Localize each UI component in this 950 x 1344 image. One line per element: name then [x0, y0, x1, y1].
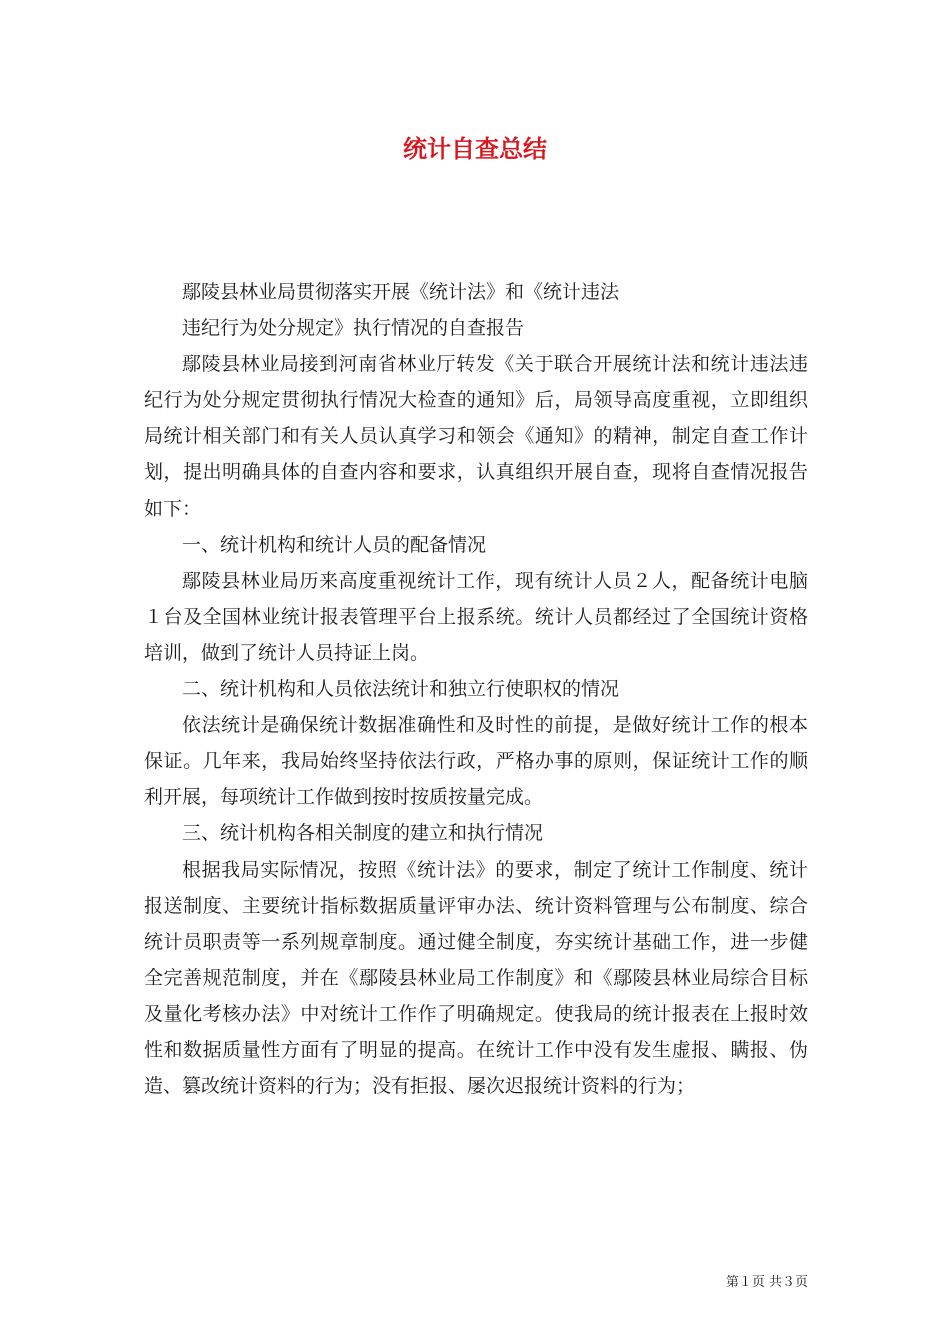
paragraph-heading-line-2: 违纪行为处分规定》执行情况的自查报告	[182, 317, 525, 340]
section-heading-2: 二、统计机构和人员依法统计和独立行使职权的情况	[182, 678, 620, 701]
section-heading-1: 一、统计机构和统计人员的配备情况	[182, 533, 487, 556]
paragraph-section-1: 鄢陵县林业局历来高度重视统计工作，现有统计人员２人，配备统计电脑１台及全国林业统计报表管理平台上报系统。统计人员都经过了全国统计资格培训，做到了统计人员持证上岗。	[144, 569, 808, 664]
paragraph-section-3: 根据我局实际情况，按照《统计法》的要求，制定了统计工作制度、统计报送制度、主要统计指标数据质量评审办法、统计资料管理与公布制度、综合统计员职责等一系列规章制度。通过健全制度，夯实统计基础工作，进一步健全完善规范制度，并在《鄢陵县林业局工作制度》和《鄢陵县林业局综合目标及量化考核办法》中对统计工作作了明确规定。使我局的统计报表在上报时效性和数据质量性方面有了明显的提高。在统计工作中没有发生虚报、瞒报、伪造、篡改统计资料的行为；没有拒报、屡次迟报统计资料的行为；	[144, 858, 808, 1098]
paragraph-section-2: 依法统计是确保统计数据准确性和及时性的前提，是做好统计工作的根本保证。几年来，我局始终坚持依法行政，严格办事的原则，保证统计工作的顺利开展，每项统计工作做到按时按质按量完成。	[144, 714, 808, 809]
document-body	[144, 274, 808, 1104]
page-number: 第１页 共３页	[725, 1275, 808, 1290]
paragraph-heading-line-1: 鄢陵县林业局贯彻落实开展《统计法》和《统计违法	[182, 281, 620, 303]
page-title: 统计自查总结	[403, 135, 547, 163]
paragraph-intro: 鄢陵县林业局接到河南省林业厅转发《关于联合开展统计法和统计违法违纪行为处分规定贯彻执行情况大检查的通知》后，局领导高度重视，立即组织局统计相关部门和有关人员认真学习和领会《通知》的精神，制定自查工作计划，提出明确具体的自查内容和要求，认真组织开展自查，现将自查情况报告如下：	[144, 353, 808, 520]
section-heading-3: 三、统计机构各相关制度的建立和执行情况	[182, 822, 544, 845]
